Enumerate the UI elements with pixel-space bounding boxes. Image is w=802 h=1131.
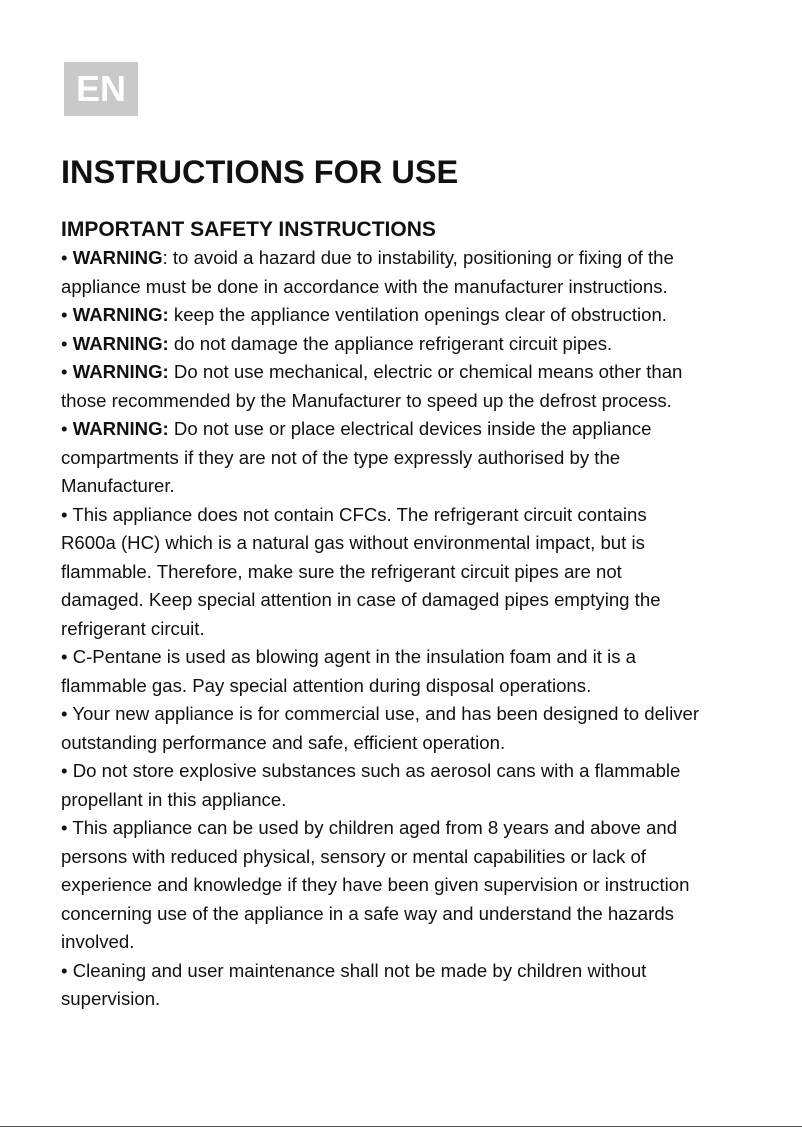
list-item-line <box>61 387 761 416</box>
line-text: Do not use or place electrical devices inside the appliance <box>168 418 652 439</box>
safety-instructions-list <box>61 244 761 1014</box>
list-item-line <box>61 672 761 701</box>
line-text: experience and knowledge if they have been given supervision or instruction <box>61 874 690 895</box>
bullet: • <box>61 332 73 354</box>
list-item <box>61 301 761 330</box>
list-item-line <box>61 501 761 530</box>
line-text: Your new appliance is for commercial use, and has been designed to deliver <box>72 703 700 724</box>
line-text: flammable. Therefore, make sure the refrigerant circuit pipes are not <box>61 560 622 582</box>
line-text: damaged. Keep special attention in case of damaged pipes emptying the <box>61 589 661 610</box>
bullet: • <box>61 760 73 781</box>
bullet: • <box>61 959 73 981</box>
bullet: • <box>61 503 73 525</box>
list-item <box>61 330 761 359</box>
line-text: involved. <box>61 931 135 952</box>
page-bottom-rule <box>0 1126 802 1127</box>
list-item <box>61 814 761 957</box>
list-item-line <box>61 786 761 815</box>
line-text: flammable gas. Pay special attention during disposal operations. <box>61 674 592 696</box>
line-text: This appliance can be used by children aged from 8 years and above and <box>72 817 678 838</box>
bullet: • <box>61 361 73 382</box>
list-item-line <box>61 900 761 929</box>
line-text: appliance must be done in accordance with the manufacturer instructions. <box>61 275 668 297</box>
list-item-line <box>61 273 761 302</box>
line-text: C-Pentane is used as blowing agent in the insulation foam and it is a <box>72 646 637 667</box>
list-item-line <box>61 871 761 900</box>
page-title: INSTRUCTIONS FOR USE <box>61 154 459 190</box>
list-item <box>61 643 761 700</box>
list-item-line <box>61 586 761 615</box>
list-item-line <box>61 928 761 957</box>
section-heading: IMPORTANT SAFETY INSTRUCTIONS <box>61 218 436 241</box>
list-item-line <box>61 615 761 644</box>
line-text: those recommended by the Manufacturer to speed up the defrost process. <box>61 389 672 411</box>
line-text: do not damage the appliance refrigerant circuit pipes. <box>168 332 613 354</box>
list-item <box>61 757 761 814</box>
list-item <box>61 700 761 757</box>
line-text: Cleaning and user maintenance shall not be made by children without <box>72 959 647 981</box>
list-item-line <box>61 814 761 843</box>
list-item-line <box>61 472 761 501</box>
list-item-line <box>61 757 761 786</box>
line-text: R600a (HC) which is a natural gas without environmental impact, but is <box>61 532 645 553</box>
line-text: persons with reduced physical, sensory or mental capabilities or lack of <box>61 845 646 867</box>
list-item-line <box>61 985 761 1014</box>
line-text: supervision. <box>61 988 161 1009</box>
line-text: : to avoid a hazard due to instability, positioning or fixing of the <box>162 247 674 268</box>
line-text: Do not store explosive substances such as aerosol cans with a flammable <box>72 760 681 781</box>
safety-instructions-section <box>61 216 761 1014</box>
bullet: • <box>61 817 73 838</box>
line-text: Do not use mechanical, electric or chemical means other than <box>168 361 683 382</box>
list-item <box>61 244 761 301</box>
list-item-line <box>61 729 761 758</box>
list-item <box>61 415 761 501</box>
warning-label: WARNING: <box>72 332 169 354</box>
list-item-line <box>61 558 761 587</box>
line-text: outstanding performance and safe, efficient operation. <box>61 731 506 753</box>
list-item <box>61 501 761 644</box>
line-text: keep the appliance ventilation openings clear of obstruction. <box>168 304 667 325</box>
line-text: refrigerant circuit. <box>61 617 205 639</box>
line-text: propellant in this appliance. <box>61 788 287 810</box>
bullet: • <box>61 304 73 325</box>
list-item-line <box>61 643 761 672</box>
warning-label: WARNING: <box>72 418 169 439</box>
list-item-line <box>61 415 761 444</box>
line-text: compartments if they are not of the type expressly authorised by the <box>61 446 621 468</box>
list-item <box>61 957 761 1014</box>
list-item-line <box>61 244 761 273</box>
list-item-line <box>61 330 761 359</box>
bullet: • <box>61 247 73 268</box>
line-text: This appliance does not contain CFCs. The refrigerant circuit contains <box>72 503 647 525</box>
list-item-line <box>61 843 761 872</box>
bullet: • <box>61 703 73 724</box>
list-item-line <box>61 957 761 986</box>
list-item-line <box>61 444 761 473</box>
list-item-line <box>61 301 761 330</box>
language-badge: EN <box>64 62 138 116</box>
bullet: • <box>61 646 73 667</box>
bullet: • <box>61 418 73 439</box>
list-item <box>61 358 761 415</box>
line-text: Manufacturer. <box>61 475 175 496</box>
warning-label: WARNING: <box>72 361 169 382</box>
line-text: concerning use of the appliance in a safe way and understand the hazards <box>61 902 674 924</box>
list-item-line <box>61 529 761 558</box>
list-item-line <box>61 700 761 729</box>
warning-label: WARNING <box>72 247 163 268</box>
warning-label: WARNING: <box>72 304 169 325</box>
list-item-line <box>61 358 761 387</box>
